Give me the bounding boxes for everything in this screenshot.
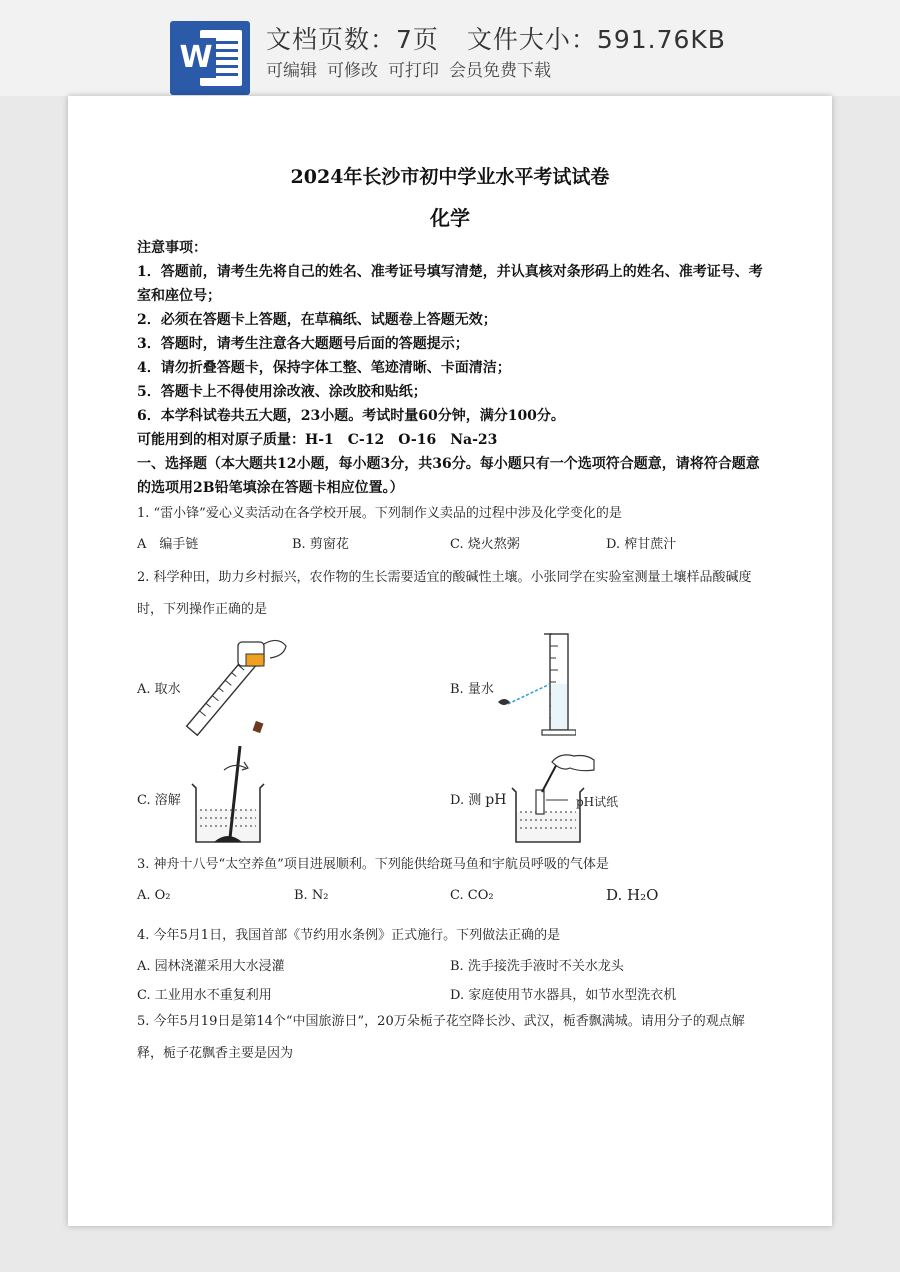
q4-option-b: B. 洗手接洗手液时不关水龙头	[450, 959, 624, 974]
feature-editable: 可编辑	[266, 61, 317, 81]
ph-label: pH	[485, 792, 507, 808]
q1-option-a: A 编手链	[137, 537, 199, 552]
word-letter: W	[176, 38, 216, 78]
note-6: 6．本学科试卷共五大题，23小题。考试时量60分钟，满分100分。	[137, 408, 565, 424]
q4-option-d: D. 家庭使用节水器具，如节水型洗衣机	[450, 988, 677, 1003]
q3-option-b: B. N₂	[294, 888, 329, 903]
q4-option-a: A. 园林浇灌采用大水浸灌	[137, 959, 285, 974]
ph-paper-label: pH试纸	[576, 795, 619, 809]
q2-option-b: B. 量水	[450, 682, 494, 697]
dissolve-figure	[188, 744, 268, 848]
document-page	[68, 96, 832, 1226]
notes-block	[137, 236, 767, 500]
note-2: 2．必须在答题卡上答题，在草稿纸、试题卷上答题无效；	[137, 312, 497, 328]
q2-option-d	[450, 789, 506, 808]
file-info	[266, 20, 726, 56]
feature-member-download: 会员免费下载	[449, 61, 551, 81]
atomic-mass: 可能用到的相对原子质量：H-1 C-12 O-16 Na-23	[137, 432, 498, 448]
word-logo	[170, 21, 250, 95]
section-1-heading: 一、选择题（本大题共12小题，每小题3分，共36分。每小题只有一个选项符合题意，请将符合题意的选项用2B铅笔填涂在答题卡相应位置。）	[137, 456, 760, 496]
pour-water-figure	[180, 632, 290, 740]
exam-title: 2024年长沙市初中学业水平考试试卷	[290, 166, 610, 188]
q4-option-c: C. 工业用水不重复利用	[137, 988, 272, 1003]
feature-printable: 可打印	[388, 61, 439, 81]
q2-stem: 2. 科学种田，助力乡村振兴，农作物的生长需要适宜的酸碱性土壤。小张同学在实验室测量土壤样品酸碱度时，下列操作正确的是	[137, 570, 752, 617]
page-count: 文档页数：7页	[266, 25, 439, 54]
q1-option-c: C. 烧火熬粥	[450, 537, 520, 552]
q1-option-b: B. 剪窗花	[292, 537, 349, 552]
q4-stem: 4. 今年5月1日，我国首部《节约用水条例》正式施行。下列做法正确的是	[137, 928, 561, 943]
hand-icon	[552, 755, 594, 771]
q3-stem: 3. 神舟十八号“太空养鱼”项目进展顺利。下列能供给斑马鱼和宇航员呼吸的气体是	[137, 857, 609, 872]
note-3: 3．答题时，请考生注意各大题题号后面的答题提示；	[137, 336, 469, 352]
q5-stem: 5. 今年5月19日是第14个“中国旅游日”，20万朵栀子花空降长沙、武汉，栀香飘满城。请用分子的观点解释，栀子花飘香主要是因为	[137, 1014, 745, 1061]
read-cylinder-figure	[496, 632, 576, 736]
note-1: 1．答题前，请考生先将自己的姓名、准考证号填写清楚，并认真核对条形码上的姓名、准考证号、考室和座位号；	[137, 264, 763, 304]
q1-option-d: D. 榨甘蔗汁	[606, 537, 677, 552]
feature-list	[266, 56, 551, 81]
file-size: 文件大小：591.76KB	[466, 25, 726, 54]
q3-option-a: A. O₂	[137, 888, 171, 903]
note-5: 5．答题卡上不得使用涂改液、涂改胶和贴纸；	[137, 384, 427, 400]
download-banner	[0, 0, 900, 96]
note-4: 4．请勿折叠答题卡，保持字体工整、笔迹清晰、卡面清洁；	[137, 360, 511, 376]
feature-modifiable: 可修改	[327, 61, 378, 81]
q2-option-c: C. 溶解	[137, 793, 181, 808]
notes-heading: 注意事项：	[137, 240, 207, 256]
q1-stem: 1. “雷小锋”爱心义卖活动在各学校开展。下列制作义卖品的过程中涉及化学变化的是	[137, 506, 622, 521]
q3-option-d: D. H₂O	[606, 886, 659, 904]
q3-option-c: C. CO₂	[450, 888, 494, 903]
q2-option-a: A. 取水	[137, 682, 181, 697]
q2-option-d-text: D. 测	[450, 793, 482, 808]
exam-subject: 化学	[430, 206, 470, 230]
